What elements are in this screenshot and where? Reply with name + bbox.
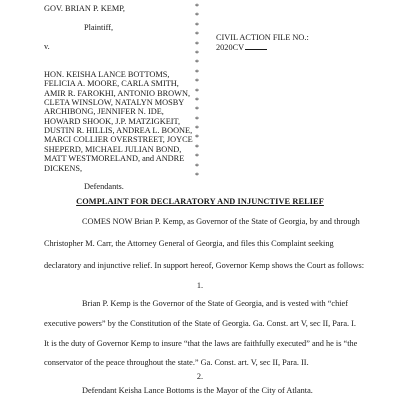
civil-action-label: CIVIL ACTION FILE NO.:	[216, 33, 309, 42]
caption-star-column	[193, 2, 201, 180]
star-mark: *	[195, 39, 199, 49]
defendants-label: Defendants.	[84, 182, 124, 192]
civil-action-number	[216, 42, 267, 53]
defendant-line: FELICIA A. MOORE, CARLA SMITH,	[44, 79, 179, 89]
star-mark: *	[195, 161, 199, 171]
document-title: COMPLAINT FOR DECLARATORY AND INJUNCTIVE RELIEF	[76, 197, 324, 206]
defendant-line: MARCI COLLIER OVERSTREET, JOYCE	[44, 135, 193, 145]
defendant-line: HON. KEISHA LANCE BOTTOMS,	[44, 69, 170, 79]
paragraph-line: executive powers” by the Constitution of the State of Georgia. Ga. Const. art V, sec II, Para. I.	[44, 319, 356, 328]
star-mark: *	[195, 142, 199, 152]
paragraph-line: Defendant Keisha Lance Bottoms is the Mayor of the City of Atlanta.	[82, 386, 313, 395]
star-mark: *	[195, 11, 199, 21]
paragraph-number: 2.	[196, 372, 204, 381]
star-mark: *	[195, 152, 199, 162]
defendant-line: CLETA WINSLOW, NATALYN MOSBY	[44, 97, 185, 107]
defendant-line: HOWARD SHOOK, J.P. MATZIGKEIT,	[44, 116, 181, 126]
intro-line: Christopher M. Carr, the Attorney General of Georgia, and files this Complaint seeking	[44, 239, 334, 248]
intro-line: declaratory and injunctive relief. In support hereof, Governor Kemp shows the Court as follows:	[44, 261, 365, 270]
plaintiff-label: Plaintiff,	[84, 22, 114, 32]
star-mark: *	[195, 58, 199, 68]
star-mark: *	[195, 77, 199, 87]
star-mark: *	[195, 105, 199, 115]
star-mark: *	[195, 171, 199, 181]
intro-line: COMES NOW Brian P. Kemp, as Governor of the State of Georgia, by and through	[82, 217, 360, 226]
star-mark: *	[195, 2, 199, 11]
defendant-line: AMIR R. FAROKHI, ANTONIO BROWN,	[44, 88, 191, 98]
case-caption-parties	[44, 4, 194, 192]
star-mark: *	[195, 20, 199, 30]
caption-spacer	[44, 13, 194, 22]
caption-spacer	[44, 173, 194, 182]
caption-spacer	[44, 60, 194, 69]
star-mark: *	[195, 95, 199, 105]
star-mark: *	[195, 30, 199, 40]
defendant-line: MATT WESTMORELAND, and ANDRE	[44, 154, 185, 164]
star-mark: *	[195, 86, 199, 96]
star-mark: *	[195, 67, 199, 77]
paragraph-line: conservator of the peace throughout the state.” Ga. Const. art. V, sec II, Para. II.	[44, 358, 309, 367]
plaintiff-name: GOV. BRIAN P. KEMP,	[44, 4, 125, 13]
versus-label: v.	[44, 41, 50, 51]
paragraph-number: 1.	[196, 281, 204, 290]
paragraph-line: It is the duty of Governor Kemp to insure “that the laws are faithfully executed” and he is “the	[44, 339, 358, 348]
defendant-line: SHEPERD, MICHAEL JULIAN BOND,	[44, 144, 182, 154]
paragraph-line: Brian P. Kemp is the Governor of the State of Georgia, and is vested with “chief	[82, 299, 348, 308]
defendant-line: DICKENS,	[44, 163, 83, 173]
defendant-line: ARCHIBONG, JENNIFER N. IDE,	[44, 107, 164, 117]
star-mark: *	[195, 48, 199, 58]
caption-spacer	[44, 32, 194, 41]
blank-fill-line	[245, 42, 267, 50]
defendant-line: DUSTIN R. HILLIS, ANDREA L. BOONE,	[44, 126, 193, 136]
civil-action-number-text: 2020CV	[216, 43, 245, 52]
star-mark: *	[195, 124, 199, 134]
caption-spacer	[44, 51, 194, 60]
star-mark: *	[195, 133, 199, 143]
star-mark: *	[195, 114, 199, 124]
